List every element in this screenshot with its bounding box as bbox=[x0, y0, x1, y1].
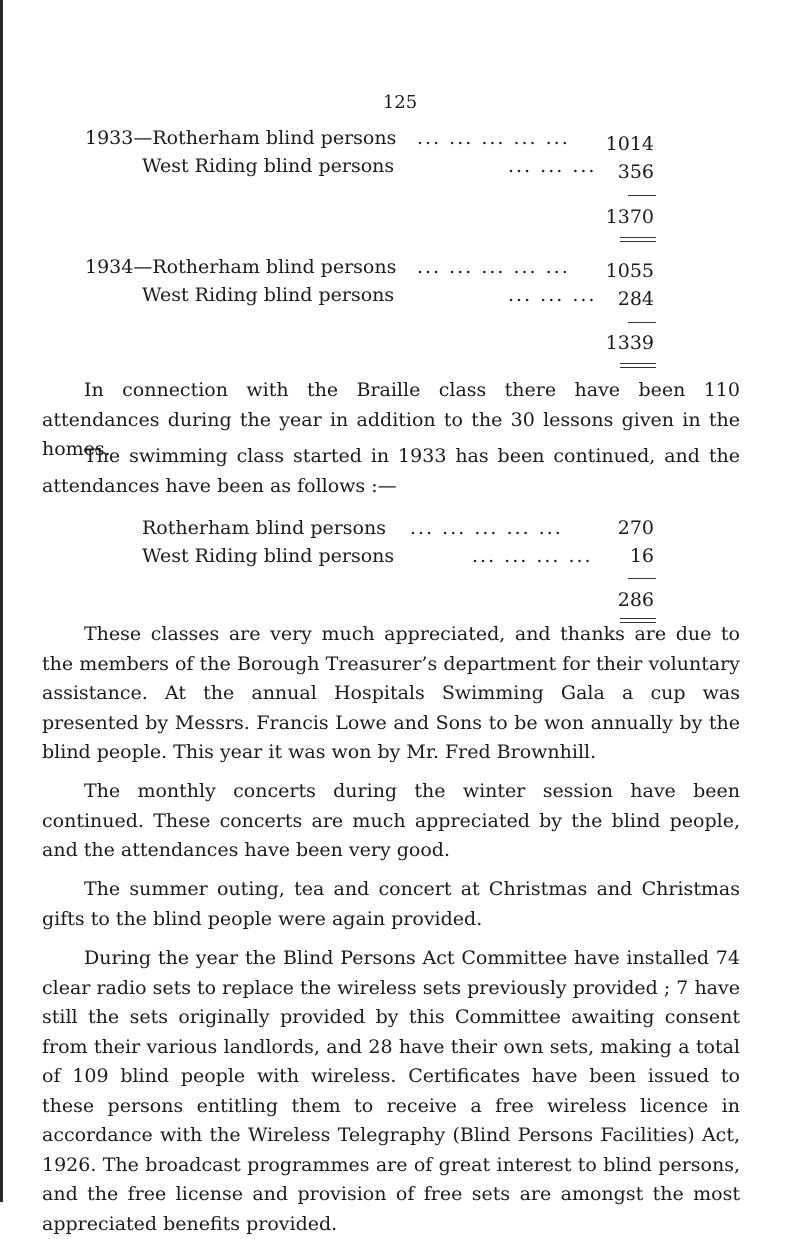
year-label-1933: 1933— bbox=[85, 127, 153, 149]
leader-dots: ... ... ... bbox=[508, 284, 597, 306]
swimming-value-west-riding: 16 bbox=[629, 545, 654, 567]
value-1933-west-riding: 356 bbox=[617, 161, 654, 183]
stat-row-1933-rotherham bbox=[85, 126, 570, 150]
monthly-concerts-paragraph: The monthly concerts during the winter session have been continued. These concerts are much appreciated by the blind people, and the attendances have been very good. bbox=[42, 780, 740, 861]
row-label: Rotherham blind persons bbox=[152, 127, 397, 149]
swimming-row-west-riding bbox=[142, 544, 593, 568]
row-label: Rotherham blind persons bbox=[142, 517, 386, 539]
page-number: 125 bbox=[382, 92, 418, 113]
leader-dots: ... ... ... ... bbox=[472, 545, 593, 567]
value-1933-rotherham: 1014 bbox=[605, 133, 654, 155]
leader-dots: ... ... ... ... ... bbox=[410, 517, 563, 539]
swimming-value-rotherham: 270 bbox=[617, 517, 654, 539]
row-label: West Riding blind persons bbox=[142, 155, 395, 177]
stat-row-1933-west-riding bbox=[142, 154, 597, 178]
total-1934: 1339 bbox=[605, 332, 654, 354]
leader-dots: ... ... ... ... ... bbox=[417, 127, 570, 149]
value-1934-rotherham: 1055 bbox=[605, 260, 654, 282]
stat-row-1934-rotherham bbox=[85, 255, 570, 279]
subtotal-rule bbox=[628, 322, 656, 323]
row-label: West Riding blind persons bbox=[142, 284, 395, 306]
braille-paragraph: In connection with the Braille class there have been 110 attendances during the year in addition to the 30 lessons given in the homes. bbox=[42, 379, 740, 460]
row-label: Rotherham blind persons bbox=[152, 256, 397, 278]
leader-dots: ... ... ... ... ... bbox=[417, 256, 570, 278]
total-1933: 1370 bbox=[605, 206, 654, 228]
page-edge bbox=[0, 0, 3, 1202]
subtotal-rule bbox=[628, 195, 656, 196]
swimming-row-rotherham bbox=[142, 516, 563, 540]
value-1934-west-riding: 284 bbox=[617, 288, 654, 310]
year-label-1934: 1934— bbox=[85, 256, 153, 278]
summer-outing-paragraph: The summer outing, tea and concert at Christmas and Christmas gifts to the blind people were again provided. bbox=[42, 878, 740, 930]
total-double-rule bbox=[620, 363, 656, 368]
swimming-intro-paragraph: The swimming class started in 1933 has been continued, and the attendances have been as follows :— bbox=[42, 445, 740, 497]
stat-row-1934-west-riding bbox=[142, 283, 597, 307]
wireless-paragraph: During the year the Blind Persons Act Committee have installed 74 clear radio sets to replace the wireless sets previously provided ; 7 have still the sets originally provided by this Committee awaiting consent from their various landlords, and 28 have their own sets, making a total of 109 blind people with wireless. Certificates have been issued to these persons entitling them to receive a free wireless licence in accordance with the Wireless Telegraphy (Blind Persons Facilities) Act, 1926. The broadcast programmes are of great interest to blind persons, and the free license and provision of free sets are amongst the most appreciated benefits provided. bbox=[42, 947, 740, 1235]
total-double-rule bbox=[620, 237, 656, 242]
row-label: West Riding blind persons bbox=[142, 545, 395, 567]
swimming-total: 286 bbox=[617, 589, 654, 611]
classes-appreciation-paragraph: These classes are very much appreciated, and thanks are due to the members of the Borough Treasurer’s department for their voluntary assistance. At the annual Hospitals Swimming Gala a cup was presented by Messrs. Francis Lowe and Sons to be won annually by the blind people. This year it was won by Mr. Fred Brownhill. bbox=[42, 623, 740, 763]
subtotal-rule bbox=[628, 578, 656, 579]
leader-dots: ... ... ... bbox=[508, 155, 597, 177]
